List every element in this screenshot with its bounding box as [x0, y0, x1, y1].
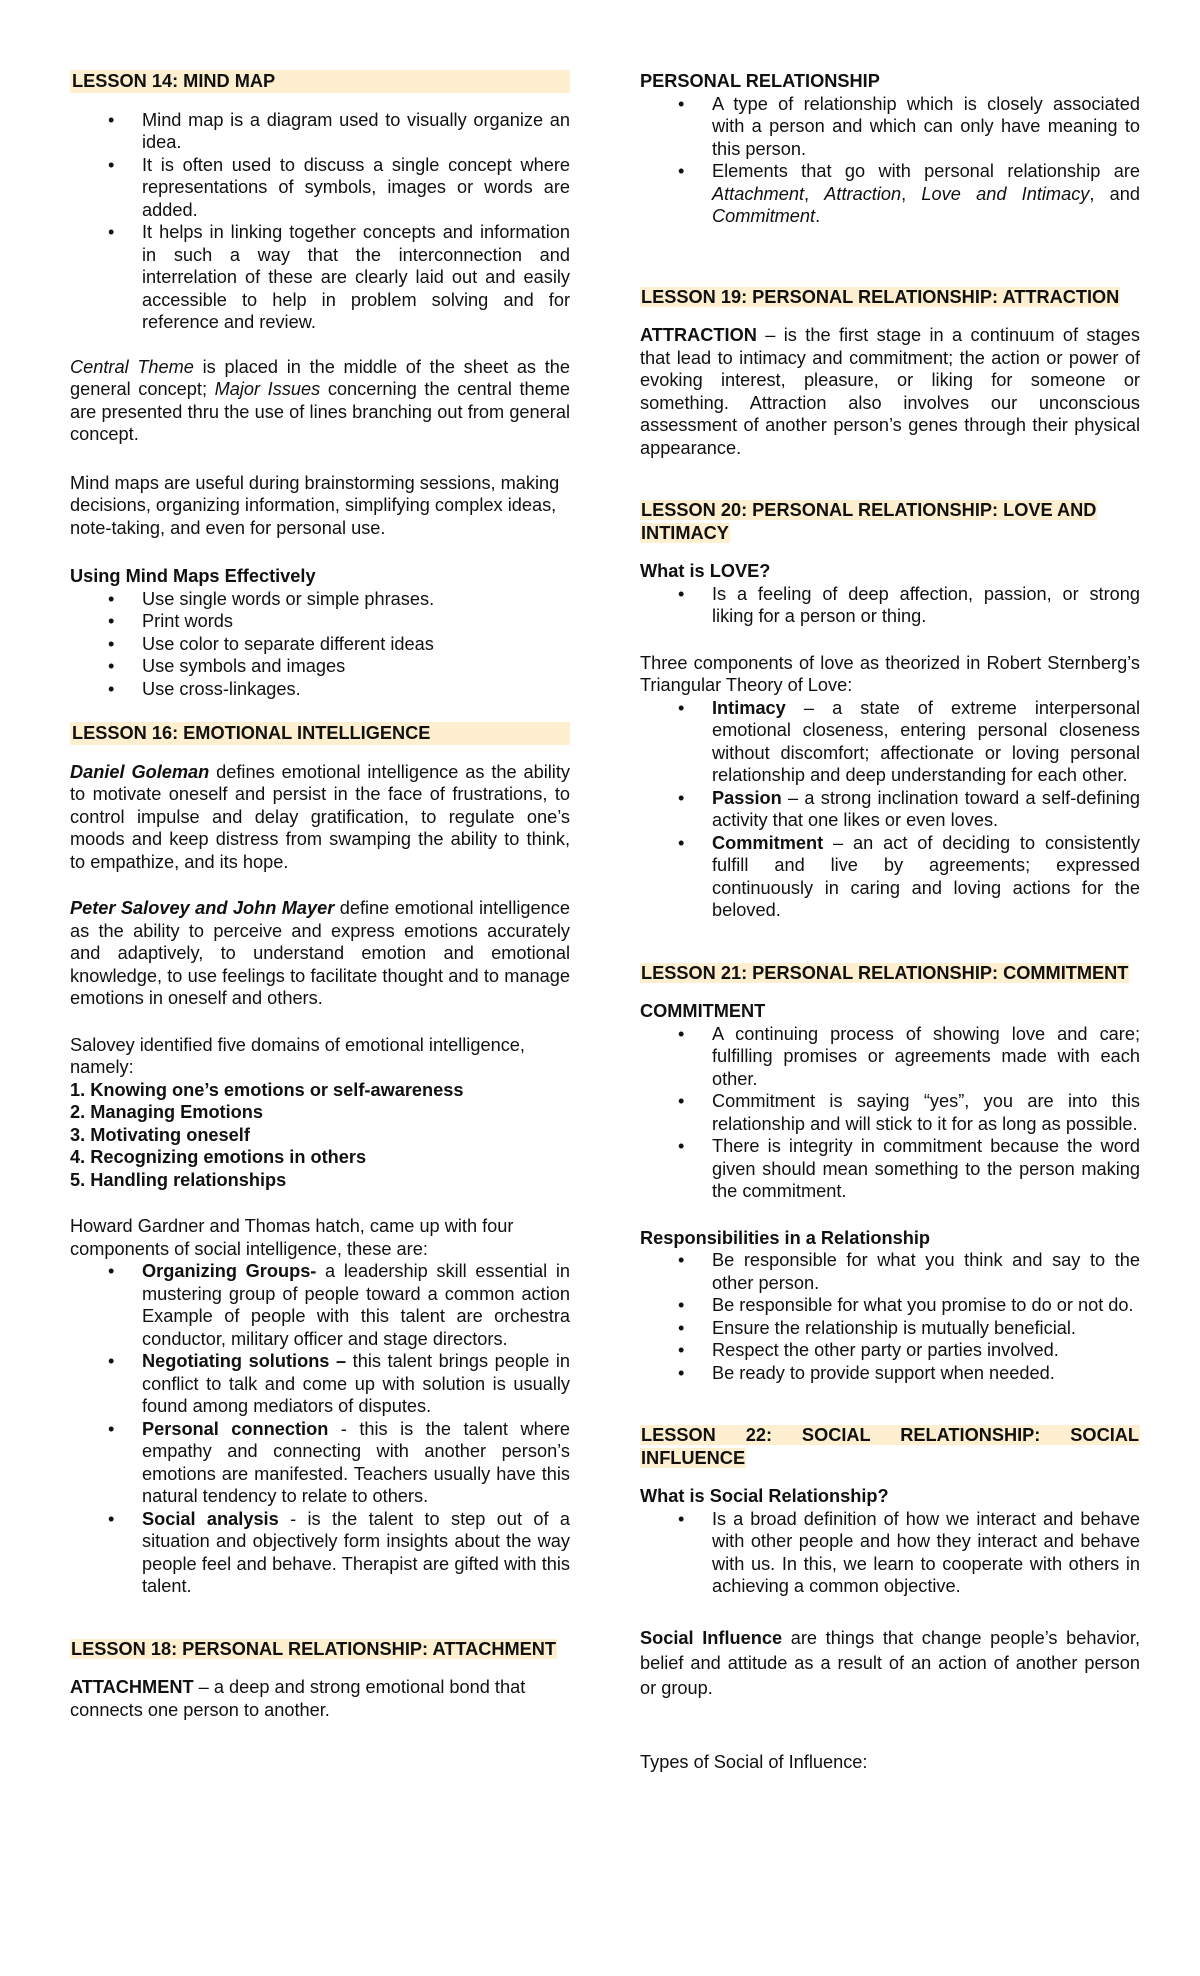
- component-text: - is the talent to step out of a situation and objectively form insights about the way people feel and behave. Therapist are gifted with this talent.: [142, 1508, 571, 1596]
- lesson21-heading: LESSON 21: PERSONAL RELATIONSHIP: COMMITMENT: [641, 962, 1129, 983]
- goleman-text: defines emotional intelligence as the ability to motivate oneself and persist in the face of frustrations, to control impulse and delay gratification, to regulate one’s moods and keep distress from swamping the ability to think, to empathize, and its hope.: [70, 761, 570, 872]
- list-item: 1. Knowing one’s emotions or self-awareness: [70, 1079, 464, 1100]
- lesson16-heading: LESSON 16: EMOTIONAL INTELLIGENCE: [70, 722, 570, 745]
- list-item: • Use cross-linkages.: [70, 678, 570, 701]
- comma: ,: [804, 183, 825, 204]
- what-is-social-relationship: What is Social Relationship?: [640, 1486, 889, 1506]
- mind-map-bullets: [70, 109, 570, 334]
- attraction-text: – is the first stage in a continuum of stages that lead to intimacy and commitment; the action or power of evoking interest, pleasure, or liking for someone or something. Attraction also involves our unconscious assessment of another person’s genes through their physical appearance.: [640, 325, 1140, 458]
- component-text: a leadership skill essential in mustering group of people toward a common action Example of people with this talent are orchestra conductor, military officer and stage directors.: [142, 1261, 570, 1349]
- personal-relationship-heading: PERSONAL RELATIONSHIP: [640, 71, 880, 91]
- lesson14-heading: LESSON 14: MIND MAP: [70, 70, 570, 93]
- component-text: – a state of extreme interpersonal emotional closeness, entering personal closeness without discomfort; affectionate or loving personal relationship and deep understanding for each other.: [712, 697, 1140, 785]
- component-text: this talent brings people in conflict to talk and come up with solution is usually found among mediators of disputes.: [142, 1351, 570, 1416]
- list-item: • Is a feeling of deep affection, passion, or strong liking for a person or thing.: [640, 583, 1140, 628]
- effective-heading: Using Mind Maps Effectively: [70, 566, 316, 586]
- attachment-term: ATTACHMENT: [70, 1677, 194, 1697]
- element-attachment: Attachment: [712, 183, 804, 204]
- lesson19-heading-wrap: [640, 286, 1140, 309]
- list-item: [640, 787, 1140, 832]
- component-term: Social analysis: [142, 1508, 279, 1529]
- component-term: Commitment: [712, 832, 824, 853]
- list-item: 5. Handling relationships: [70, 1169, 287, 1190]
- list-item: [640, 160, 1140, 228]
- attraction-paragraph: [640, 324, 1140, 459]
- list-item: [640, 832, 1140, 922]
- comma: ,: [901, 183, 922, 204]
- list-item: • It is often used to discuss a single concept where representations of symbols, images or words are added.: [70, 154, 570, 222]
- attraction-term: ATTRACTION: [640, 325, 757, 345]
- list-item: • Be ready to provide support when needed.: [640, 1362, 1140, 1385]
- social-influence-text: are things that change people’s behavior, belief and attitude as a result of an action of another person or group.: [640, 1627, 1140, 1698]
- list-item: • Mind map is a diagram used to visually organize an idea.: [70, 109, 570, 154]
- what-is-love: What is LOVE?: [640, 561, 771, 581]
- list-item: 2. Managing Emotions: [70, 1102, 264, 1122]
- responsibilities-heading: Responsibilities in a Relationship: [640, 1227, 931, 1248]
- lesson18-heading: LESSON 18: PERSONAL RELATIONSHIP: ATTACHMENT: [71, 1638, 557, 1659]
- responsibilities-bullets: [640, 1249, 1140, 1384]
- list-item: • Use color to separate different ideas: [70, 633, 570, 656]
- mind-map-useful-paragraph: Mind maps are useful during brainstorming sessions, making decisions, organizing information, simplifying complex ideas, note-taking, and even for personal use.: [70, 472, 560, 538]
- love-components: [640, 697, 1140, 922]
- domains-list: [70, 1079, 570, 1192]
- list-item: [70, 1350, 570, 1418]
- right-column: [640, 70, 1140, 1773]
- list-item: • Respect the other party or parties involved.: [640, 1339, 1140, 1362]
- component-text: – a strong inclination toward a self-defining activity that one likes or even loves.: [712, 787, 1140, 830]
- component-term: Organizing Groups-: [142, 1261, 317, 1281]
- lesson18-heading-wrap: [70, 1638, 570, 1661]
- personal-relationship-bullets: [640, 93, 1140, 228]
- elements-prefix: Elements that go with personal relationship are: [712, 161, 1140, 181]
- major-issues-term: Major Issues: [214, 379, 321, 399]
- list-item: [640, 697, 1140, 787]
- lesson20-heading-wrap: [640, 499, 1140, 544]
- commitment-bullets: [640, 1023, 1140, 1203]
- list-item: • Use single words or simple phrases.: [70, 588, 570, 611]
- list-item: • A type of relationship which is closely associated with a person and which can only have meaning to this person.: [640, 93, 1140, 161]
- component-term: Personal connection: [142, 1418, 329, 1439]
- lesson22-heading: LESSON 22: SOCIAL RELATIONSHIP: SOCIAL INFLUENCE: [641, 1425, 1139, 1468]
- list-item: • There is integrity in commitment because the word given should mean something to the person making the commitment.: [640, 1135, 1140, 1203]
- list-item: 3. Motivating oneself: [70, 1124, 250, 1145]
- central-theme-text: is placed in the middle of the sheet as the general concept;: [70, 356, 570, 399]
- social-influence-term: Social Influence: [640, 1627, 783, 1648]
- lesson20-heading: LESSON 20: PERSONAL RELATIONSHIP: LOVE AND INTIMACY: [641, 500, 1097, 543]
- lesson22-heading-wrap: [640, 1424, 1140, 1469]
- element-commitment: Commitment: [712, 206, 816, 226]
- left-column: [70, 70, 570, 1721]
- attachment-paragraph: [70, 1676, 570, 1721]
- list-item: [70, 1508, 570, 1598]
- element-love-intimacy: Love and Intimacy: [921, 183, 1090, 204]
- gardner-intro: Howard Gardner and Thomas hatch, came up with four components of social intelligence, these are:: [70, 1216, 514, 1259]
- list-item: [70, 1260, 570, 1350]
- social-relationship-bullets: [640, 1508, 1140, 1598]
- component-term: Passion: [712, 787, 782, 808]
- list-item: • It helps in linking together concepts and information in such a way that the interconnection and interrelation of these are clearly laid out and easily accessible to help in problem solving and for reference and review.: [70, 221, 570, 334]
- attachment-text: – a deep and strong emotional bond that connects one person to another.: [70, 1677, 526, 1720]
- and-word: , and: [1089, 183, 1141, 204]
- commitment-subheading: COMMITMENT: [640, 1001, 766, 1021]
- element-attraction: Attraction: [824, 183, 902, 204]
- salovey-text: define emotional intelligence as the ability to perceive and express emotions accurately and adaptively, to understand emotion and emotional knowledge, to use feelings to facilitate thought and to manage emotions in oneself and others.: [70, 898, 570, 1008]
- salovey-name: Peter Salovey and John Mayer: [70, 898, 335, 918]
- love-bullets: [640, 583, 1140, 628]
- salovey-paragraph: [70, 897, 570, 1010]
- list-item: • Is a broad definition of how we interact and behave with other people and how they interact and behave with us. In this, we learn to cooperate with others in achieving a common objective.: [640, 1508, 1140, 1598]
- component-term: Intimacy: [712, 697, 786, 718]
- list-item: • Be responsible for what you think and say to the other person.: [640, 1249, 1140, 1294]
- domains-intro: Salovey identified five domains of emotional intelligence, namely:: [70, 1034, 525, 1077]
- list-item: • Be responsible for what you promise to do or not do.: [640, 1294, 1140, 1317]
- period: .: [815, 206, 821, 226]
- social-intelligence-components: [70, 1260, 570, 1598]
- effective-bullets: [70, 588, 570, 701]
- component-term: Negotiating solutions –: [142, 1351, 347, 1371]
- central-theme-term: Central Theme: [70, 356, 194, 377]
- sternberg-paragraph: Three components of love as theorized in Robert Sternberg’s Triangular Theory of Love:: [640, 652, 1140, 695]
- list-item: • Print words: [70, 610, 570, 633]
- list-item: • Use symbols and images: [70, 655, 570, 678]
- list-item: • Commitment is saying “yes”, you are into this relationship and will stick to it for as long as possible.: [640, 1090, 1140, 1135]
- component-text: – an act of deciding to consistently fulfill and live by agreements; expressed continuously in caring and loving actions for the beloved.: [712, 832, 1140, 920]
- lesson19-heading: LESSON 19: PERSONAL RELATIONSHIP: ATTRACTION: [641, 286, 1120, 307]
- central-theme-paragraph: [70, 356, 570, 446]
- list-item: • Ensure the relationship is mutually beneficial.: [640, 1317, 1140, 1340]
- types-of-social-influence: Types of Social of Influence:: [640, 1751, 868, 1772]
- lesson21-heading-wrap: [640, 962, 1140, 985]
- list-item: • A continuing process of showing love and care; fulfilling promises or agreements made with each other.: [640, 1023, 1140, 1091]
- major-issues-text: concerning the central theme are presented thru the use of lines branching out from general concept.: [70, 379, 570, 444]
- goleman-paragraph: [70, 761, 570, 874]
- list-item: [70, 1418, 570, 1508]
- social-influence-paragraph: [640, 1626, 1140, 1701]
- component-text: - this is the talent where empathy and connecting with another person’s emotions are manifested. Teachers usually have this natural tendency to relate to others.: [142, 1418, 570, 1506]
- goleman-name: Daniel Goleman: [70, 761, 210, 782]
- list-item: 4. Recognizing emotions in others: [70, 1147, 367, 1167]
